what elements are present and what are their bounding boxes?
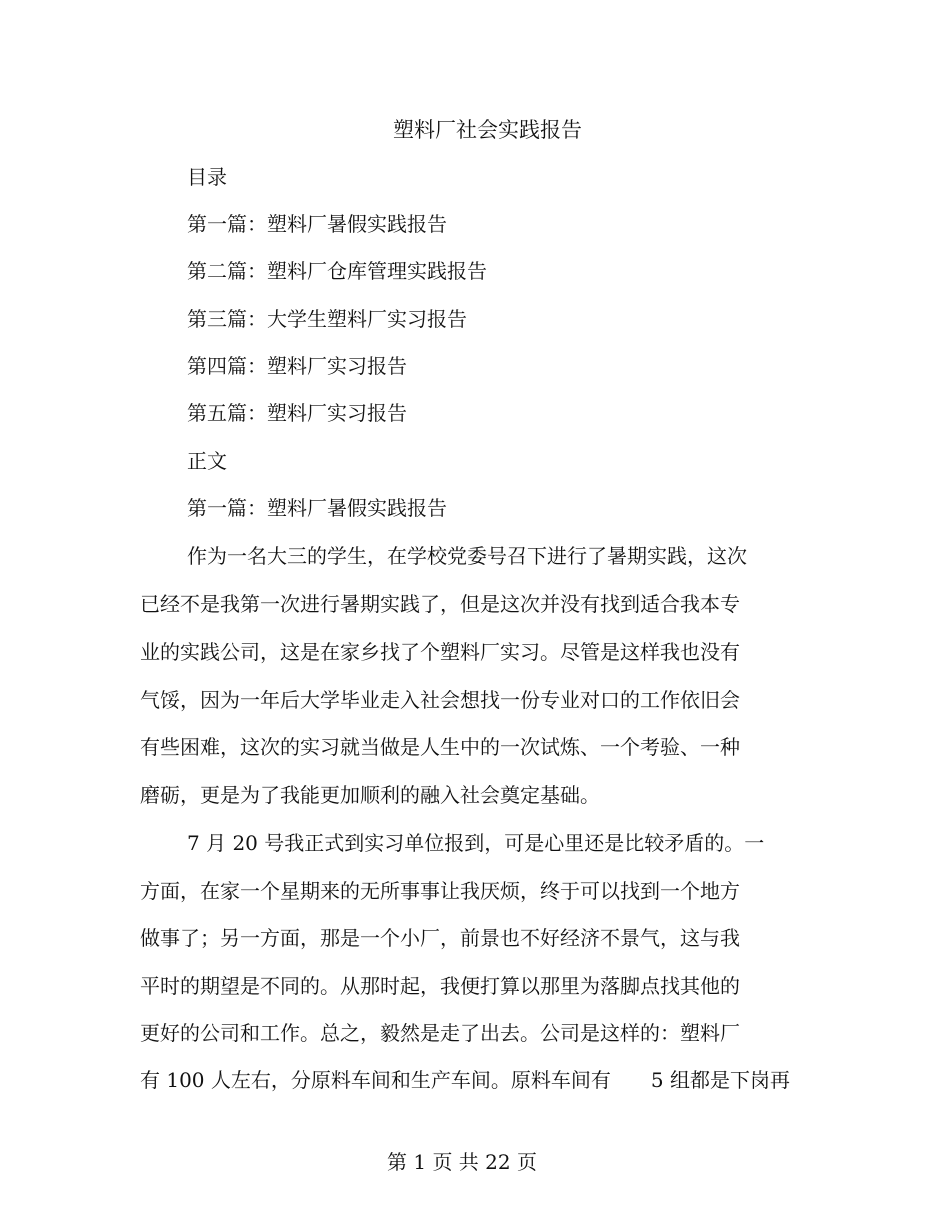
paragraph-line: 方面，在家一个星期来的无所事事让我厌烦，终于可以找到一个地方 <box>140 879 740 903</box>
paragraph-line: 更好的公司和工作。总之，毅然是走了出去。公司是这样的：塑料厂 <box>140 1021 740 1045</box>
toc-item: 第三篇：大学生塑料厂实习报告 <box>187 307 467 331</box>
toc-item: 第二篇：塑料厂仓库管理实践报告 <box>187 259 487 283</box>
section-title: 第一篇：塑料厂暑假实践报告 <box>187 496 447 520</box>
paragraph-line: 7 月 20 号我正式到实习单位报到，可是心里还是比较矛盾的。一 <box>187 831 765 855</box>
paragraph-line: 作为一名大三的学生，在学校党委号召下进行了暑期实践，这次 <box>187 544 747 568</box>
page-footer: 第 1 页 共 22 页 <box>387 1150 537 1174</box>
paragraph-line: 已经不是我第一次进行暑期实践了，但是这次并没有找到适合我本专 <box>140 592 740 616</box>
paragraph-line: 气馁，因为一年后大学毕业走入社会想找一份专业对口的工作依旧会 <box>140 688 740 712</box>
document-title: 塑料厂社会实践报告 <box>393 118 582 142</box>
paragraph-line: 业的实践公司，这是在家乡找了个塑料厂实习。尽管是这样我也没有 <box>140 640 740 664</box>
toc-item: 第五篇：塑料厂实习报告 <box>187 401 407 425</box>
body-heading: 正文 <box>187 449 227 473</box>
paragraph-line: 磨砺，更是为了我能更加顺利的融入社会奠定基础。 <box>140 783 600 807</box>
paragraph-line: 有 100 人左右，分原料车间和生产车间。原料车间有 5 组都是下岗再 <box>140 1068 790 1092</box>
paragraph-line: 做事了；另一方面，那是一个小厂，前景也不好经济不景气，这与我 <box>140 926 740 950</box>
paragraph-line: 有些困难，这次的实习就当做是人生中的一次试炼、一个考验、一种 <box>140 735 740 759</box>
toc-heading: 目录 <box>187 165 227 189</box>
toc-item: 第一篇：塑料厂暑假实践报告 <box>187 212 447 236</box>
paragraph-line: 平时的期望是不同的。从那时起，我便打算以那里为落脚点找其他的 <box>140 974 740 998</box>
toc-item: 第四篇：塑料厂实习报告 <box>187 354 407 378</box>
